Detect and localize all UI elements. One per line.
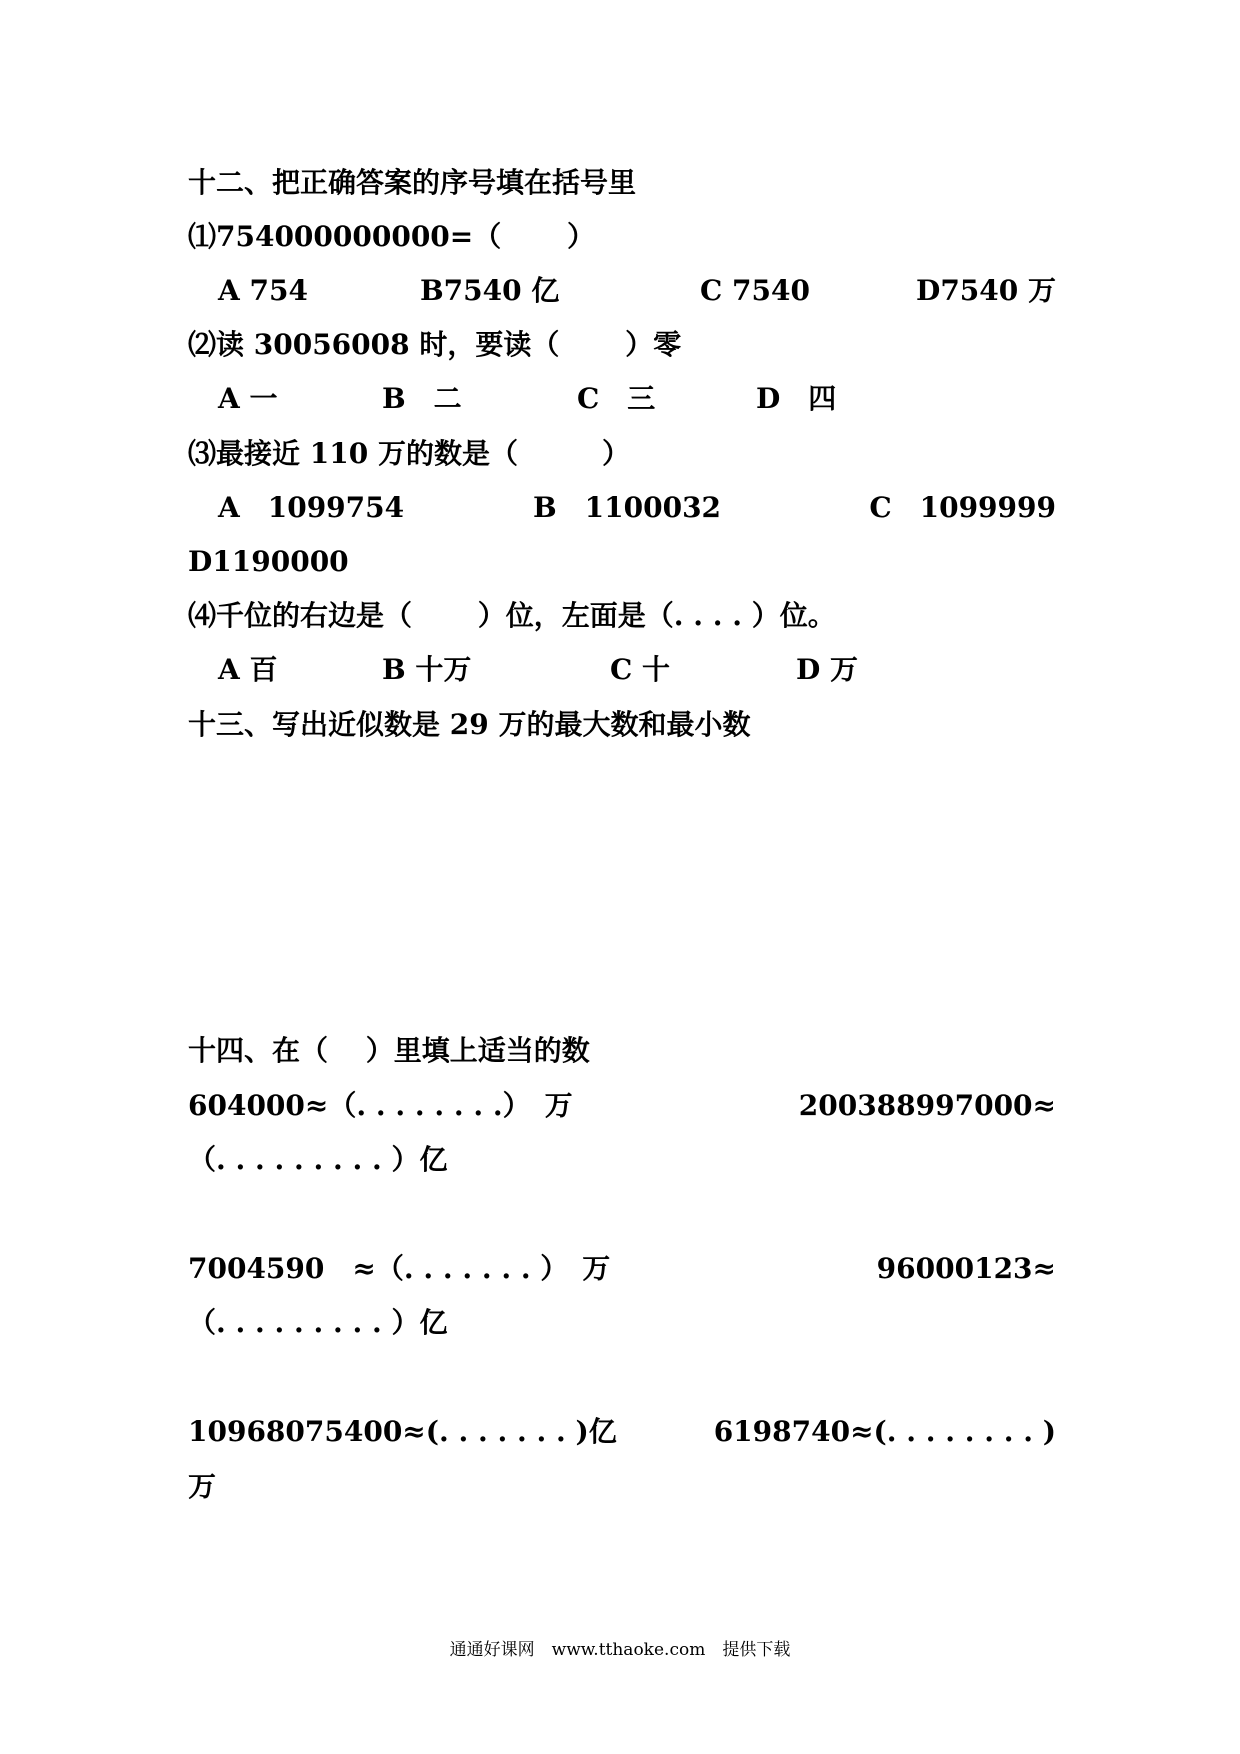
q2-option-c: C 三 — [577, 382, 656, 415]
q4-option-d: D 万 — [796, 653, 859, 686]
approx-row-2-continuation: （. . . . . . . . . ）亿 — [188, 1306, 448, 1339]
question-1: ⑴754000000000=（ ） — [188, 220, 595, 253]
q3-option-d: D1190000 — [188, 545, 349, 578]
q4-option-a: A 百 — [218, 653, 278, 686]
approx-row-1-left: 604000≈（. . . . . . . .） 万 — [188, 1089, 573, 1122]
q4-option-b: B 十万 — [382, 653, 472, 686]
approx-row-1-right: 200388997000≈ — [798, 1089, 1056, 1122]
question-3: ⑶最接近 110 万的数是（ ） — [188, 437, 630, 470]
approx-row-3-continuation: 万 — [188, 1470, 217, 1503]
q1-option-d: D7540 万 — [916, 274, 1056, 307]
approx-row-1-continuation: （. . . . . . . . . ）亿 — [188, 1143, 448, 1176]
q1-option-a: A 754 — [218, 274, 308, 307]
approx-row-2-right: 96000123≈ — [876, 1252, 1056, 1285]
q1-option-b: B7540 亿 — [420, 274, 560, 307]
section-14-title: 十四、在（ ）里填上适当的数 — [188, 1034, 590, 1067]
q2-option-d: D 四 — [756, 382, 837, 415]
approx-row-2-left: 7004590 ≈（. . . . . . . ） 万 — [188, 1252, 611, 1285]
question-4: ⑷千位的右边是（ ）位，左面是（. . . . ）位。 — [188, 599, 836, 632]
q1-option-c: C 7540 — [700, 274, 810, 307]
q3-option-a: A 1099754 — [218, 491, 405, 524]
approx-row-3-right: 6198740≈(. . . . . . . . ) — [713, 1415, 1056, 1448]
q2-option-b: B 二 — [382, 382, 462, 415]
section-13-title: 十三、写出近似数是 29 万的最大数和最小数 — [188, 708, 751, 741]
approx-row-3-left: 10968075400≈(. . . . . . . )亿 — [188, 1415, 617, 1448]
q2-option-a: A 一 — [218, 382, 278, 415]
q4-option-c: C 十 — [610, 653, 671, 686]
page-footer: 通通好课网 www.tthaoke.com 提供下载 — [449, 1640, 791, 1660]
q3-option-c: C 1099999 — [869, 491, 1056, 524]
section-12-title: 十二、把正确答案的序号填在括号里 — [188, 166, 637, 199]
question-2: ⑵读 30056008 时，要读（ ）零 — [188, 328, 682, 361]
q3-option-b: B 1100032 — [533, 491, 722, 524]
